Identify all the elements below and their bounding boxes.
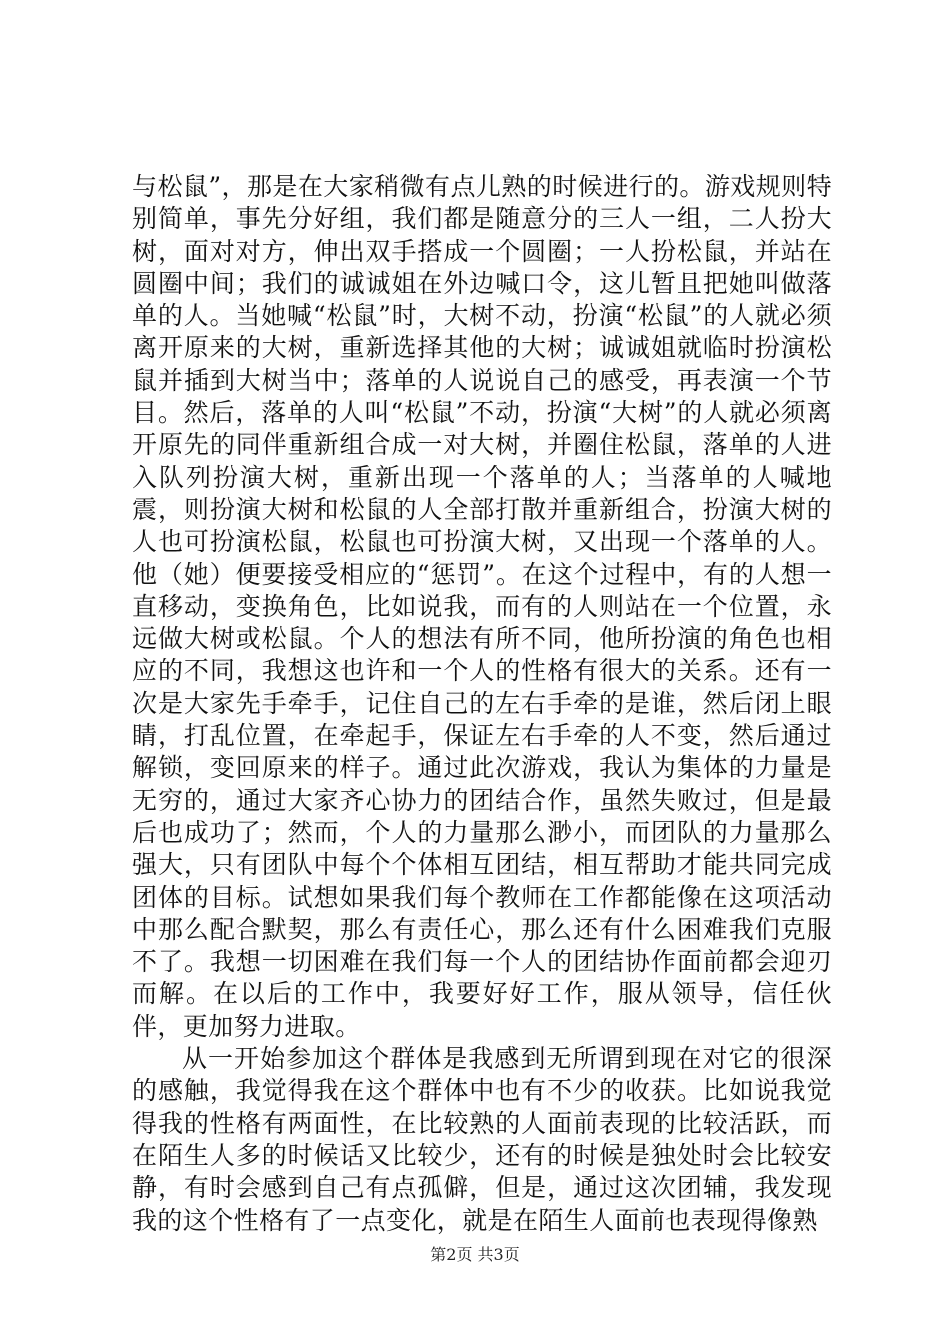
page-number-footer: 第2页 共3页 xyxy=(430,1245,520,1264)
body-text xyxy=(132,171,832,1237)
paragraph-2: 从一开始参加这个群体是我感到无所谓到现在对它的很深的感触，我觉得我在这个群体中也有不少的收获。比如说我觉得我的性格有两面性，在比较熟的人面前表现的比较活跃，而在陌生人多的时候话又比较少，还有的时候是独处时会比较安静，有时会感到自己有点孤僻，但是，通过这次团辅，我发现我的这个性格有了一点变化，就是在陌生人面前也表现得像熟 xyxy=(132,1044,832,1235)
paragraph-1: 与松鼠”，那是在大家稍微有点儿熟的时候进行的。游戏规则特别简单，事先分好组，我们都是随意分的三人一组，二人扮大树，面对对方，伸出双手搭成一个圆圈；一人扮松鼠，并站在圆圈中间；我们的诚诚姐在外边喊口令，这儿暂且把她叫做落单的人。当她喊“松鼠”时，大树不动，扮演“松鼠”的人就必须离开原来的大树，重新选择其他的大树；诚诚姐就临时扮演松鼠并插到大树当中；落单的人说说自己的感受，再表演一个节目。然后，落单的人叫“松鼠”不动，扮演“大树”的人就必须离开原先的同伴重新组合成一对大树，并圈住松鼠，落单的人进入队列扮演大树，重新出现一个落单的人；当落单的人喊地震，则扮演大树和松鼠的人全部打散并重新组合，扮演大树的人也可扮演松鼠，松鼠也可扮演大树，又出现一个落单的人。他（她）便要接受相应的“惩罚”。在这个过程中，有的人想一直移动，变换角色，比如说我，而有的人则站在一个位置，永远做大树或松鼠。个人的想法有所不同，他所扮演的角色也相应的不同，我想这也许和一个人的性格有很大的关系。还有一次是大家先手牵手，记住自己的左右手牵的是谁，然后闭上眼睛，打乱位置，在牵起手，保证左右手牵的人不变，然后通过解锁，变回原来的样子。通过此次游戏，我认为集体的力量是无穷的，通过大家齐心协力的团结合作，虽然失败过，但是最后也成功了；然而，个人的力量那么渺小，而团队的力量那么强大，只有团队中每个个体相互团结，相互帮助才能共同完成团体的目标。试想如果我们每个教师在工作都能像在这项活动中那么配合默契，那么有责任心，那么还有什么困难我们克服不了。我想一切困难在我们每一个人的团结协作面前都会迎刃而解。在以后的工作中，我要好好工作，服从领导，信任伙伴，更加努力进取。 xyxy=(132,172,832,1041)
